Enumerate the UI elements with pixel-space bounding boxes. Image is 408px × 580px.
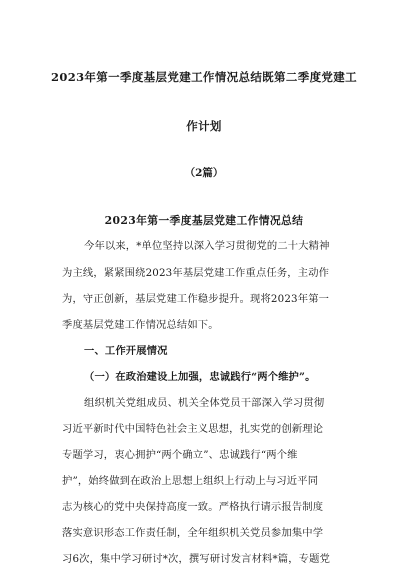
paragraph-line-2: 习近平新时代中国特色社会主义思想，扎实党的创新理论 — [62, 423, 324, 435]
document-title-line-2: 作计划 — [186, 119, 222, 133]
paragraph-line-7: 习6次，集中学习研讨*次，撰写研讨发言材料*篇，专题党 — [62, 553, 331, 565]
paragraph-line-6: 落实意识形态工作责任制，全年组织机关党员参加集中学 — [62, 527, 324, 539]
intro-line-3: 为，守正创新，基层党建工作稳步提升。现将2023年第一 — [62, 293, 330, 305]
heading-level-1: 一、工作开展情况 — [84, 345, 168, 357]
intro-line-4: 季度基层党建工作情况总结如下。 — [62, 319, 219, 331]
paragraph-line-5: 志为核心的党中央保持高度一致。严格执行请示报告制度 — [62, 501, 324, 513]
heading-level-2: （一）在政治建设上加强，忠诚践行“两个维护”。 — [84, 371, 316, 383]
intro-line-1: 今年以来，*单位坚持以深入学习贯彻党的二十大精神 — [84, 240, 330, 252]
section-title: 2023年第一季度基层党建工作情况总结 — [104, 214, 304, 227]
paragraph-line-3: 专题学习，衷心拥护“两个确立”、忠诚践行“两个维 — [62, 449, 298, 461]
intro-line-2: 为主线，紧紧围绕2023年基层党建工作重点任务，主动作 — [62, 267, 330, 279]
document-title-line-1: 2023年第一季度基层党建工作情况总结既第二季度党建工 — [51, 70, 357, 84]
paragraph-line-4: 护”，始终做到在政治上思想上组织上行动上与习近平同 — [62, 475, 319, 487]
paragraph-line-1: 组织机关党组成员、机关全体党员干部深入学习贯彻 — [84, 397, 325, 409]
document-count-note: （2篇） — [184, 167, 224, 179]
